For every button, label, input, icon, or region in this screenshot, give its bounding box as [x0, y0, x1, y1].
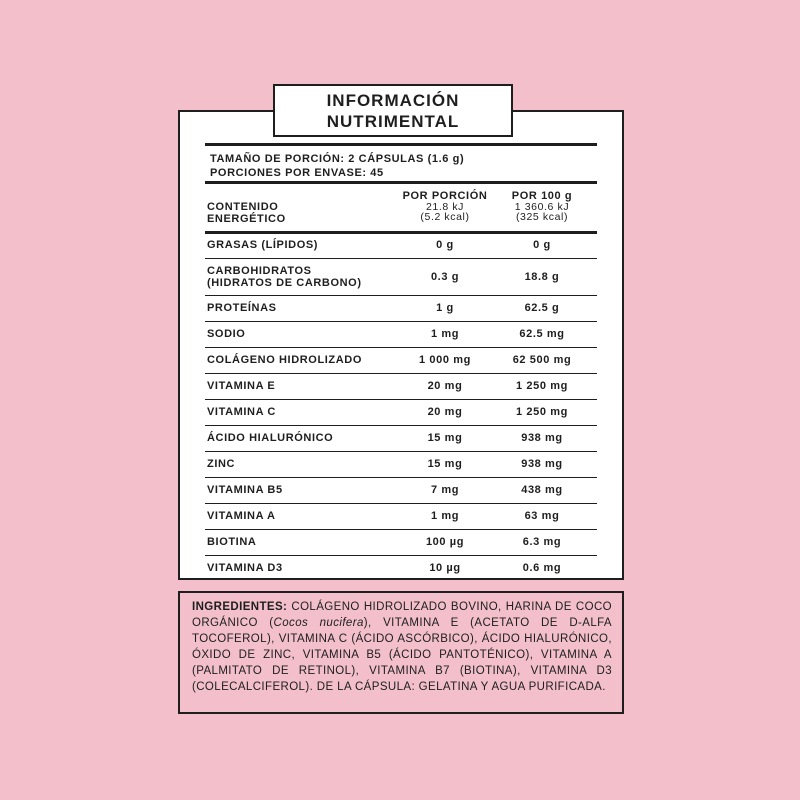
row-divider	[205, 477, 597, 478]
nutrient-per-serving-hyaluronic-acid: 15 mg	[427, 432, 463, 444]
row-divider	[205, 321, 597, 322]
row-divider	[205, 258, 597, 259]
nutrient-label-vitamin-b5: VITAMINA B5	[207, 484, 283, 496]
row-divider	[205, 503, 597, 504]
col-header-per-serving	[395, 190, 495, 222]
nutrient-label-collagen: COLÁGENO HIDROLIZADO	[207, 354, 362, 366]
nutrient-per-serving-fat: 0 g	[436, 239, 454, 251]
nutrient-label-hyaluronic-acid: ÁCIDO HIALURÓNICO	[207, 432, 334, 444]
divider-energy	[205, 231, 597, 234]
divider-serving	[205, 181, 597, 184]
nutrient-label-carbs-line-2: (HIDRATOS DE CARBONO)	[207, 277, 362, 289]
nutrient-label-fat: GRASAS (LÍPIDOS)	[207, 239, 319, 251]
ingredients-text-part-2: ), VITAMINA E (ACETATO DE D-ALFA TOCOFEROL), VITAMINA C (ÁCIDO ASCÓRBICO), ÁCIDO HIALURÓNICO, ÓXIDO DE ZINC, VITAMINA B5 (ÁCIDO PANTOTÉNICO), VITAMINA A (PALMITATO DE RETINOL), VITAMINA B7 (BIOTINA), VITAMINA D3 (COLECALCIFEROL). DE LA CÁPSULA: GELATINA Y AGUA PURIFICADA.	[192, 617, 612, 693]
nutrient-label-vitamin-c: VITAMINA C	[207, 406, 276, 418]
row-divider	[205, 295, 597, 296]
col-header-per-100g-title: POR 100 g	[511, 190, 573, 202]
nutrient-per-serving-protein: 1 g	[436, 302, 454, 314]
nutrient-label-biotin: BIOTINA	[207, 536, 257, 548]
nutrient-per-100g-vitamin-e: 1 250 mg	[516, 380, 568, 392]
energy-per-serving-kcal: (5.2 kcal)	[420, 211, 470, 223]
nutrient-label-carbs-line-1: CARBOHIDRATOS	[207, 265, 312, 277]
row-divider	[205, 425, 597, 426]
row-divider	[205, 347, 597, 348]
nutrient-per-100g-carbs: 18.8 g	[524, 271, 560, 283]
servings-per-container: PORCIONES POR ENVASE: 45	[210, 167, 384, 179]
title-line-2: NUTRIMENTAL	[326, 111, 460, 131]
title-line-1: INFORMACIÓN	[326, 90, 460, 110]
nutrient-per-100g-biotin: 6.3 mg	[522, 536, 562, 548]
energy-label	[207, 201, 286, 225]
energy-per-100g-kj: 1 360.6 kJ	[514, 201, 570, 213]
divider-top	[205, 143, 597, 146]
nutrient-per-100g-hyaluronic-acid: 938 mg	[521, 432, 563, 444]
row-divider	[205, 555, 597, 556]
row-divider	[205, 529, 597, 530]
serving-size: TAMAÑO DE PORCIÓN: 2 CÁPSULAS (1.6 g)	[210, 153, 465, 165]
nutrient-per-100g-vitamin-c: 1 250 mg	[516, 406, 568, 418]
energy-per-100g-kcal: (325 kcal)	[515, 211, 569, 223]
nutrient-per-100g-vitamin-a: 63 mg	[524, 510, 560, 522]
ingredients-box	[178, 591, 624, 714]
col-header-per-serving-title: POR PORCIÓN	[402, 190, 488, 202]
nutrient-label-protein: PROTEÍNAS	[207, 302, 277, 314]
energy-per-serving-kj: 21.8 kJ	[425, 201, 465, 213]
row-divider	[205, 373, 597, 374]
ingredients-text-part-1: COLÁGENO HIDROLIZADO BOVINO, HARINA DE COCO ORGÁNICO (	[192, 601, 612, 629]
nutrient-per-serving-sodium: 1 mg	[430, 328, 460, 340]
energy-label-line-1: CONTENIDO	[207, 201, 279, 213]
nutrient-per-100g-vitamin-d3: 0.6 mg	[522, 562, 562, 574]
ingredients-heading: INGREDIENTES:	[192, 601, 288, 613]
nutrient-per-serving-vitamin-e: 20 mg	[427, 380, 463, 392]
nutrient-per-serving-collagen: 1 000 mg	[419, 354, 471, 366]
nutrient-per-100g-sodium: 62.5 mg	[519, 328, 565, 340]
nutrient-per-serving-vitamin-b5: 7 mg	[430, 484, 460, 496]
nutrition-title	[273, 84, 513, 137]
nutrient-per-100g-collagen: 62 500 mg	[512, 354, 572, 366]
energy-label-line-2: ENERGÉTICO	[207, 213, 286, 225]
nutrient-per-100g-zinc: 938 mg	[521, 458, 563, 470]
nutrient-label-zinc: ZINC	[207, 458, 236, 470]
nutrient-per-100g-vitamin-b5: 438 mg	[521, 484, 563, 496]
nutrient-label-sodium: SODIO	[207, 328, 246, 340]
nutrient-per-100g-protein: 62.5 g	[524, 302, 560, 314]
nutrient-per-100g-fat: 0 g	[533, 239, 551, 251]
nutrient-label-vitamin-d3: VITAMINA D3	[207, 562, 283, 574]
nutrient-per-serving-vitamin-d3: 10 µg	[429, 562, 461, 574]
nutrient-per-serving-zinc: 15 mg	[427, 458, 463, 470]
col-header-per-100g	[492, 190, 592, 222]
serving-info	[210, 152, 464, 180]
row-divider	[205, 451, 597, 452]
nutrient-label-vitamin-e: VITAMINA E	[207, 380, 276, 392]
nutrient-per-serving-carbs: 0.3 g	[430, 271, 460, 283]
ingredients-latin-name: Cocos nucifera	[273, 617, 364, 629]
nutrient-per-serving-vitamin-c: 20 mg	[427, 406, 463, 418]
nutrient-per-serving-biotin: 100 µg	[425, 536, 465, 548]
row-divider	[205, 399, 597, 400]
nutrient-label-vitamin-a: VITAMINA A	[207, 510, 276, 522]
nutrient-label-carbs	[207, 265, 362, 289]
nutrient-per-serving-vitamin-a: 1 mg	[430, 510, 460, 522]
